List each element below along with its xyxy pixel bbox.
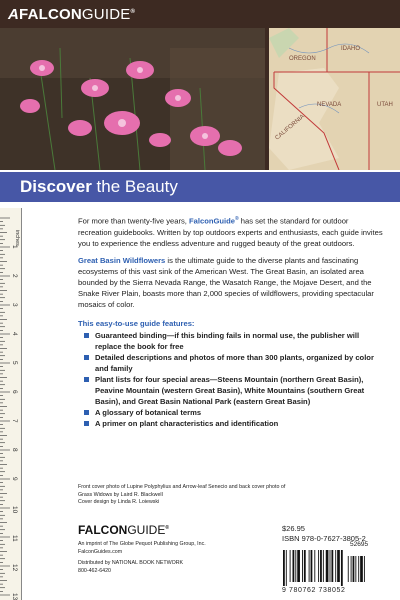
barcode-bar [337,550,340,582]
svg-text:UTAH: UTAH [377,102,393,108]
ruler-number: 3 [11,303,18,307]
intro-paragraph: For more than twenty-five years, FalconGuide® has set the standard for outdoor recreation guidebooks. Written by top outdoors experts and enthusiasts, each guide invites you to experience the endless adventure and rugged beauty of the great outdoors. [78,216,383,248]
barcode-bar [358,556,359,582]
barcode-bar [323,550,324,582]
svg-text:IDAHO: IDAHO [341,46,361,52]
barcode-bar [304,550,306,582]
falcon-guide-logo: AFALCONGUIDE® [8,6,136,23]
publisher-imprint: An imprint of The Globe Pequot Publishing Group, Inc. FalconGuides.com Distributed by NATIONAL BOOK NETWORK 800-462-6420 [78,541,206,574]
barcode-bar [290,550,291,582]
isbn: ISBN 978-0-7627-3805-2 [282,533,366,543]
ruler-number: 1 [11,245,18,249]
barcode-bar [311,550,313,582]
ruler-number: 7 [11,419,18,423]
barcode-bar [314,550,315,582]
svg-text:NEVADA: NEVADA [317,102,342,108]
ruler-unit-label: inches [14,230,20,246]
barcode-bar [348,556,349,582]
photo-credits: Front cover photo of Lupine Polyphylius and Arrow-leaf Senecio and back cover photo of Grass Widows by Laird R. Blackwell Cover design by Linda R. Loiewski [78,484,286,505]
ruler-number: 9 [11,477,18,481]
barcode-bar [302,550,303,582]
ruler-number: 13 [11,593,18,600]
back-cover-text [78,214,383,429]
ruler-number: 8 [11,448,18,452]
svg-text:OREGON: OREGON [289,56,316,62]
barcode-bar [355,556,356,582]
features-list [78,330,383,429]
inch-ruler [0,208,22,600]
upc-number: 52695 [350,541,369,548]
feature-item: Plant lists for four special areas—Steens Mountain (northern Great Basin), Peavine Mountain (western Great Basin), White Mountains (southern Great Basin), and Great Basin National Park (eastern Great Basin) [78,374,383,407]
barcode-bar [309,550,310,582]
ruler-number: 11 [11,535,18,542]
price: $26.95 [282,524,305,533]
barcode-number: 9 780762 738052 [282,587,346,594]
falcon-guide-footer-logo: FALCONGUIDE® [78,523,170,537]
features-heading: This easy-to-use guide features: [78,318,195,328]
cover-header [0,0,400,170]
barcode-bar [364,556,365,582]
barcode-bar [318,550,319,582]
barcode-bar [341,550,343,586]
barcode-bar [335,550,336,582]
feature-item: Guaranteed binding—if this binding fails in normal use, the publisher will replace the book for free [78,330,383,352]
isbn-barcode [282,550,390,586]
ruler-graphic [0,208,22,600]
barcode-bar [326,550,329,582]
svg-text:CALIFORNIA: CALIFORNIA [274,113,306,142]
ruler-number: 10 [11,506,18,514]
barcode-bar [297,550,300,582]
ruler-number: 2 [11,274,18,278]
barcode-bar [320,550,322,582]
feature-item: A glossary of botanical terms [78,407,383,418]
barcode-bar [351,556,352,582]
description-paragraph: Great Basin Wildflowers is the ultimate guide to the diverse plants and fascinating ecosystems of this vast sink of the American West. The Great Basin, an isolated area bounded by the Sierra Nevada Range, the Wasatch Range, the Mojave Desert, and the Snake River Plain, boasts more than 2,000 species of wildflowers, providing spectacular mosaics of color. [78,255,374,309]
barcode-bar [283,550,285,586]
feature-item: A primer on plant characteristics and identification [78,418,383,429]
discover-banner [0,172,400,202]
ruler-number: 4 [11,332,18,336]
barcode-bar [353,556,355,582]
barcode-bar [286,550,287,586]
barcode-bar [293,550,295,582]
barcode-bar [330,550,331,582]
ruler-number: 6 [11,390,18,394]
barcode-bar [360,556,363,582]
barcode-bar [331,550,333,582]
ruler-number: 5 [11,361,18,365]
great-basin-map [269,28,400,170]
banner-title: Discover the Beauty [20,177,178,196]
wildflower-photo [0,28,265,170]
barcode-bar [295,550,296,582]
feature-item: Detailed descriptions and photos of more than 300 plants, organized by color and family [78,352,383,374]
ruler-number: 12 [11,564,18,572]
